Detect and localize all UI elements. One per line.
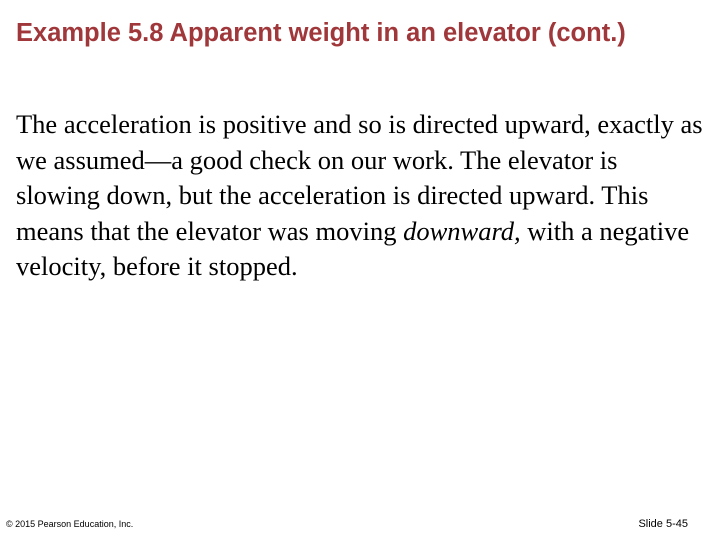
slide-title: Example 5.8 Apparent weight in an elevator (cont.): [16, 19, 626, 47]
body-text-after: with a negative velocity, before it stopped.: [16, 215, 690, 281]
body-emphasis: downward,: [403, 215, 521, 246]
copyright-footer: © 2015 Pearson Education, Inc.: [6, 519, 134, 529]
body-text-before: The acceleration is positive and so is directed upward, exactly as we assumed—a good check on our work. The elevator is slowing down, but the acceleration is directed upward. This means that the elevator was moving: [16, 109, 703, 246]
slide-number: Slide 5-45: [638, 518, 688, 530]
body-paragraph: [16, 107, 706, 285]
